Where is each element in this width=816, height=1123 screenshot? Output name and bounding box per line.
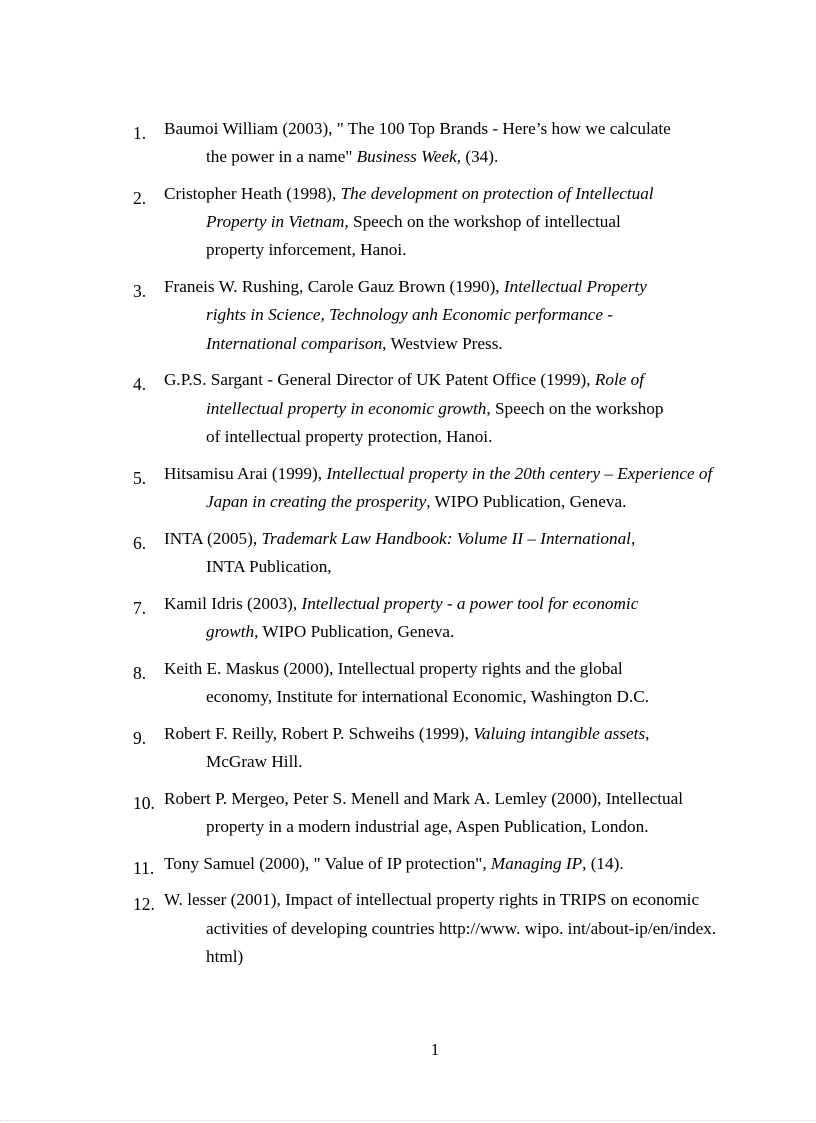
reference-text: W. lesser (2001), Impact of intellectual property rights in TRIPS on economic: [164, 890, 700, 910]
reference-text: , WIPO Publication, Geneva.: [426, 491, 627, 511]
reference-continuation-line: [164, 208, 738, 236]
reference-number: 11.: [133, 857, 155, 878]
reference-list: [133, 115, 738, 980]
reference-continuation-line: [164, 915, 738, 943]
reference-continuation-line: [164, 488, 738, 516]
reference-number: 12.: [133, 894, 155, 915]
reference-item: [133, 785, 738, 841]
reference-text: , Speech on the workshop: [486, 398, 664, 418]
reference-title-text: growth,: [206, 621, 259, 641]
reference-continuation-line: [164, 748, 738, 776]
reference-text: , Westview Press.: [382, 333, 503, 353]
reference-item: [133, 720, 738, 776]
reference-text: the power in a name": [206, 147, 357, 167]
reference-number: 8.: [133, 662, 147, 683]
reference-first-line: [164, 655, 738, 683]
reference-item: [133, 180, 738, 265]
reference-continuation-line: [164, 618, 738, 646]
reference-number: 7.: [133, 597, 147, 618]
reference-text: Kamil Idris (2003),: [164, 593, 302, 613]
page-number: 1: [430, 1040, 440, 1059]
reference-first-line: [164, 460, 738, 488]
reference-first-line: [164, 886, 738, 914]
reference-text: Keith E. Maskus (2000), Intellectual property rights and the global: [164, 658, 623, 678]
reference-title-text: International comparison: [206, 333, 383, 353]
reference-item: [133, 886, 738, 971]
reference-text: INTA Publication,: [206, 556, 332, 576]
reference-text: McGraw Hill.: [206, 751, 303, 771]
reference-number: 6.: [133, 532, 147, 553]
reference-text: html): [206, 946, 244, 966]
reference-text: economy, Institute for international Economic, Washington D.C.: [206, 686, 650, 706]
reference-title-text: Intellectual property in the 20th centery – Experience of: [326, 463, 713, 483]
reference-text: Robert F. Reilly, Robert P. Schweihs (1999),: [164, 723, 474, 743]
reference-text: Tony Samuel (2000), " Value of IP protection",: [164, 853, 491, 873]
reference-text: Cristopher Heath (1998),: [164, 184, 341, 203]
page-bottom-divider: [0, 1120, 816, 1121]
reference-number: 1.: [133, 123, 147, 143]
reference-item: [133, 525, 738, 581]
reference-text: WIPO Publication, Geneva.: [258, 621, 455, 641]
reference-title-text: Business Week,: [356, 147, 462, 167]
reference-item: [133, 115, 738, 171]
reference-number: 9.: [133, 727, 147, 748]
reference-title-text: rights in Science, Technology anh Economic performance -: [206, 305, 614, 325]
reference-number: 10.: [133, 792, 155, 813]
reference-title-text: intellectual property in economic growth: [206, 398, 487, 418]
reference-continuation-line: [164, 813, 738, 841]
reference-title-text: Managing IP: [490, 853, 583, 873]
reference-first-line: [164, 525, 738, 553]
reference-title-text: The development on protection of Intellectual: [340, 184, 654, 203]
reference-first-line: [164, 180, 738, 208]
reference-title-text: Intellectual Property: [503, 277, 647, 297]
reference-first-line: [164, 115, 738, 143]
reference-continuation-line: [164, 143, 738, 171]
reference-text: Baumoi William (2003), " The 100 Top Brands - Here’s how we calculate: [164, 119, 671, 138]
reference-first-line: [164, 273, 738, 301]
reference-number: 3.: [133, 281, 147, 302]
reference-number: 5.: [133, 467, 147, 488]
reference-continuation-line: [164, 423, 738, 451]
reference-title-text: Role of: [594, 370, 645, 390]
reference-number: 4.: [133, 374, 147, 395]
reference-continuation-line: [164, 395, 738, 423]
reference-text: Robert P. Mergeo, Peter S. Menell and Mark A. Lemley (2000), Intellectual: [164, 788, 684, 808]
reference-item: [133, 460, 738, 516]
reference-item: [133, 850, 738, 878]
reference-item: [133, 273, 738, 358]
reference-item: [133, 366, 738, 451]
reference-text: G.P.S. Sargant - General Director of UK Patent Office (1999),: [164, 370, 595, 390]
reference-title-text: Property in Vietnam,: [206, 212, 349, 232]
reference-continuation-line: [164, 236, 738, 264]
reference-text: INTA (2005),: [164, 528, 262, 548]
reference-text: of intellectual property protection, Hanoi.: [206, 426, 493, 446]
reference-first-line: [164, 720, 738, 748]
reference-continuation-line: [164, 943, 738, 971]
reference-continuation-line: [164, 330, 738, 358]
reference-first-line: [164, 590, 738, 618]
reference-text: property in a modern industrial age, Aspen Publication, London.: [206, 816, 649, 836]
reference-first-line: [164, 366, 738, 394]
reference-text: Hitsamisu Arai (1999),: [164, 463, 327, 483]
reference-item: [133, 590, 738, 646]
reference-title-text: Intellectual property - a power tool for economic: [301, 593, 639, 613]
reference-title-text: Trademark Law Handbook: Volume II – International,: [261, 528, 636, 548]
reference-continuation-line: [164, 683, 738, 711]
reference-text: Franeis W. Rushing, Carole Gauz Brown (1990),: [164, 277, 504, 297]
reference-text: ,: [645, 723, 650, 743]
reference-title-text: Valuing intangible assets: [473, 723, 646, 743]
reference-text: property inforcement, Hanoi.: [206, 240, 407, 260]
reference-text: Speech on the workshop of intellectual: [348, 212, 621, 232]
reference-text: (34).: [461, 147, 499, 167]
reference-text: activities of developing countries http://www. wipo. int/about-ip/en/index.: [206, 918, 717, 938]
reference-title-text: Japan in creating the prosperity: [206, 491, 427, 511]
reference-continuation-line: [164, 301, 738, 329]
reference-first-line: [164, 850, 738, 878]
reference-continuation-line: [164, 553, 738, 581]
reference-first-line: [164, 785, 738, 813]
reference-text: , (14).: [582, 853, 624, 873]
reference-number: 2.: [133, 188, 147, 208]
reference-item: [133, 655, 738, 711]
